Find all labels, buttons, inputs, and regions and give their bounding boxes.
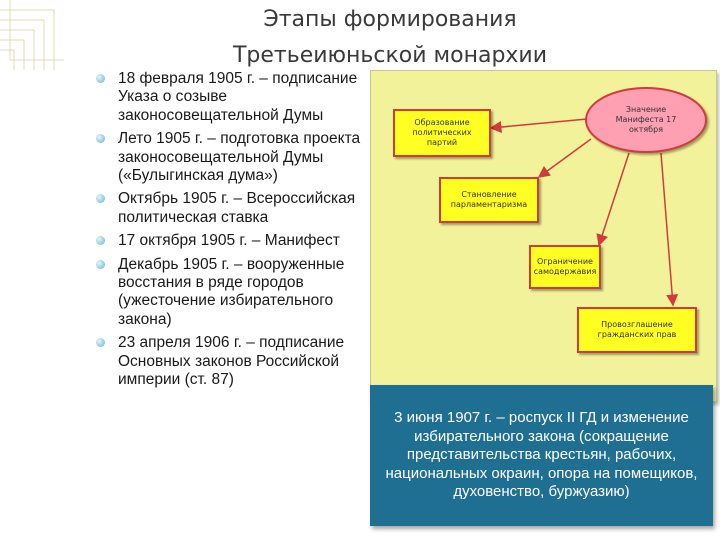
list-item: Декабрь 1905 г. – вооруженные восстания в ряде городов (ужесточение избирательного закона) xyxy=(92,256,368,330)
list-item: Октябрь 1905 г. – Всероссийская политическая ставка xyxy=(92,190,368,227)
bullet-icon xyxy=(96,74,105,83)
list-item: 17 октября 1905 г. – Манифест xyxy=(92,232,368,250)
title-line-2: Третьеиюньской монархии xyxy=(232,43,548,68)
bullet-icon xyxy=(96,260,105,269)
arrow-to-autocracy-limit xyxy=(599,153,629,245)
title-line-1: Этапы формирования xyxy=(263,7,517,32)
list-item: 18 февраля 1905 г. – подписание Указа о созыве законосовещательной Думы xyxy=(92,70,368,125)
bullet-icon xyxy=(96,236,105,245)
bullet-icon xyxy=(96,134,105,143)
dissolution-callout: 3 июня 1907 г. – роспуск II ГД и изменение избирательного закона (сокращение представительства крестьян, рабочих, национальных окраин, опора на помещиков, духовенство, буржуазию) xyxy=(370,385,713,526)
list-item: Лето 1905 г. – подготовка проекта законосовещательной Думы («Булыгинская дума») xyxy=(92,130,368,185)
arrow-to-parliamentarism xyxy=(539,139,591,177)
corner-decoration xyxy=(0,0,64,70)
node-political-parties: Образование политических партий xyxy=(393,109,491,157)
node-civil-rights: Провозглашение гражданских прав xyxy=(577,307,697,353)
bullet-icon xyxy=(96,194,105,203)
node-limit-autocracy: Ограничение самодержавия xyxy=(529,245,601,289)
timeline-list xyxy=(92,70,368,395)
arrow-to-civil-rights xyxy=(661,153,673,305)
node-manifesto-significance: Значение Манифеста 17 октября xyxy=(585,87,707,153)
bullet-icon xyxy=(96,338,105,347)
manifesto-diagram xyxy=(370,70,717,402)
arrow-to-parties xyxy=(491,119,587,128)
node-parliamentarism: Становление парламентаризма xyxy=(439,177,539,223)
list-item: 23 апреля 1906 г. – подписание Основных законов Российской империи (ст. 87) xyxy=(92,334,368,389)
slide-title xyxy=(180,2,600,74)
